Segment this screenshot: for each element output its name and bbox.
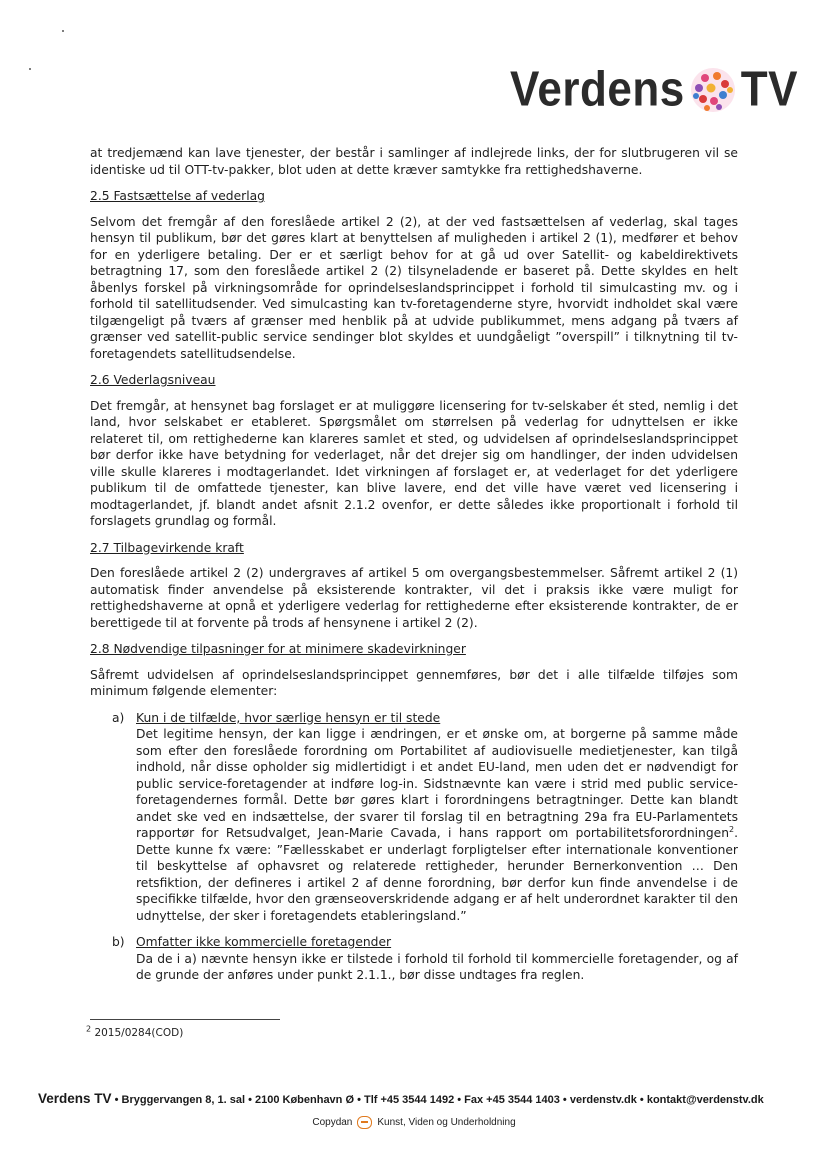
requirements-list	[90, 710, 738, 984]
intro-paragraph: at tredjemænd kan lave tjenester, der består i samlinger af indlejrede links, der for slutbrugeren vil se identiske ud til OTT-tv-pakker, blot uden at dette kræver samtykke fra rettighedshaverne.	[90, 146, 738, 177]
logo-word-verdens: Verdens	[510, 62, 685, 117]
section-2-7-paragraph: Den foreslåede artikel 2 (2) undergraves af artikel 5 om overgangsbestemmelser. Såfremt artikel 2 (1) automatisk finder anvendelse på eksisterende kontrakter, vil det i praksis ikke være muligt for rettighedshaverne at opnå et yderligere vederlag for rettighederne efter eksisterende kontrakter, de er berettigede til at forvente på trods af hensynene i artikel 2 (2).	[90, 566, 738, 630]
list-item-body	[136, 726, 738, 924]
scan-dot	[29, 68, 31, 70]
footnote-divider	[90, 1019, 280, 1020]
logo-word-tv: TV	[740, 62, 798, 117]
footer-address: • Bryggervangen 8, 1. sal • 2100 København Ø • Tlf +45 3544 1492 • Fax +45 3544 1403 • verdenstv.dk • kontakt@verdenstv.dk	[114, 1094, 764, 1106]
section-2-5-paragraph: Selvom det fremgår af den foreslåede artikel 2 (2), at der ved fastsættelsen af vederlag, skal tages hensyn til publikum, bør det gøres klart at benyttelsen af muligheden i artikel 2 (1), medfører et behov for en yderligere betaling. Der er et særligt behov for at gå ud over Satellit- og kabeldirektivets betragtning 17, som den foreslåede artikel 2 (2) tilsyneladende er baseret på. Dette skyldes en helt åbenlys forskel på virkningsområde for oprindelseslandsprincippet i forhold til simulcasting mv. og i forhold til satellitudsender. Ved simulcasting kan tv-foretagenderne styre, hvorvidt indholdet skal være tilgængeligt på tværs af grænser med henblik på at udvide publikummet, mens adgang på tværs af grænser ved satellit-public service sendinger blot skyldes et uundgåeligt ”overspill” i tilknytning til tv-foretagendets satellitudsendelse.	[90, 214, 738, 361]
list-item-body: Da de i a) nævnte hensyn ikke er tilstede i forhold til forhold til kommercielle foretagender, og af de grunde der anføres under punkt 2.1.1., bør disse undtages fra reglen.	[136, 951, 738, 982]
footnote-number: 2	[86, 1024, 92, 1034]
list-item-a	[90, 710, 738, 925]
list-item-heading: Omfatter ikke kommercielle foretagender	[136, 935, 392, 949]
section-2-8-paragraph: Såfremt udvidelsen af oprindelseslandsprincippet gennemføres, bør det i alle tilfælde tilføjes som minimum følgende elementer:	[90, 667, 738, 698]
list-marker: a)	[112, 710, 125, 725]
copydan-footer	[0, 1116, 828, 1129]
footer-brand: Verdens TV	[38, 1091, 112, 1106]
list-item-body-text: . Dette kunne fx være: ”Fællesskabet er underlagt forpligtelser efter internationale konventioner til beskyttelse af ophavsret og relaterede rettigheder, herunder Bernerkonvention … Den retsfiktion, der defineres i artikel 2 af denne forordning, bør derfor kun finde anvendelse i de specifikke tilfælde, hvor den grænseoverskridende adgang er af helt underordnet karakter til den udnyttelse, der sker i foretagendets etableringsland.”	[136, 826, 738, 923]
page-footer	[38, 1091, 790, 1106]
section-heading-2-6: 2.6 Vederlagsniveau	[90, 373, 216, 387]
footnote	[86, 1024, 184, 1039]
scan-dot	[62, 30, 64, 32]
document-body	[90, 145, 738, 994]
copydan-tagline: Kunst, Viden og Underholdning	[377, 1117, 516, 1128]
footnote-reference[interactable]: 2	[728, 824, 735, 834]
list-item-body-text: Det legitime hensyn, der kan ligge i ændringen, er et ønske om, at borgerne på samme måde som efter den foreslåede forordning om Portabilitet af audiovisuelle medietjenester, kan tilgå indhold, når disse opholder sig midlertidigt i et andet EU-land, men uden det er nødvendigt for public service-foretagender at indføre log-in. Sidstnævnte kan være i strid med public service-foretagendernes formål. Dette bør gøres klart i forordningens betragtninger. Dette kan blandt andet ske ved en indsættelse, der svarer til forslag til en betragtning 29a fra EU-Parlamentets rapportør for Retsudvalget, Jean-Marie Cavada, i hans rapport om portabilitetsforordningen	[136, 727, 738, 840]
section-heading-2-8: 2.8 Nødvendige tilpasninger for at minimere skadevirkninger	[90, 642, 466, 656]
list-marker: b)	[112, 935, 125, 949]
section-heading-2-7: 2.7 Tilbagevirkende kraft	[90, 540, 244, 555]
copydan-logo-icon	[357, 1116, 372, 1129]
list-item-b	[90, 934, 738, 984]
section-heading-2-5: 2.5 Fastsættelse af vederlag	[90, 189, 265, 203]
list-item-heading: Kun i de tilfælde, hvor særlige hensyn er til stede	[136, 710, 441, 725]
globe-dots-icon	[689, 66, 737, 114]
verdens-tv-logo	[510, 62, 798, 117]
section-2-6-paragraph: Det fremgår, at hensynet bag forslaget er at muliggøre licensering for tv-selskaber ét sted, nemlig i det land, hvor selskabet er etableret. Spørgsmålet om størrelsen på vederlag for udnyttelsen er ikke relateret til, om rettighederne kan klareres samlet et sted, og udvidelsen af oprindelseslandsprincippet bør derfor ikke have betydning for vederlaget, når det drejer sig om handlinger, der inden udvidelsen ville skulle klareres i modtagerlandet. Idet virkningen af forslaget er, at vederlaget for det yderligere publikum til de omfattede tjenester, kan blive lavere, end det ville have været ved licensering i modtagerlandet, jf. blandt andet afsnit 2.1.2 ovenfor, er dette således ikke proportionalt i forhold til forslagets grundlag og formål.	[90, 398, 738, 528]
footnote-text: 2015/0284(COD)	[94, 1027, 184, 1039]
copydan-label: Copydan	[312, 1117, 353, 1128]
